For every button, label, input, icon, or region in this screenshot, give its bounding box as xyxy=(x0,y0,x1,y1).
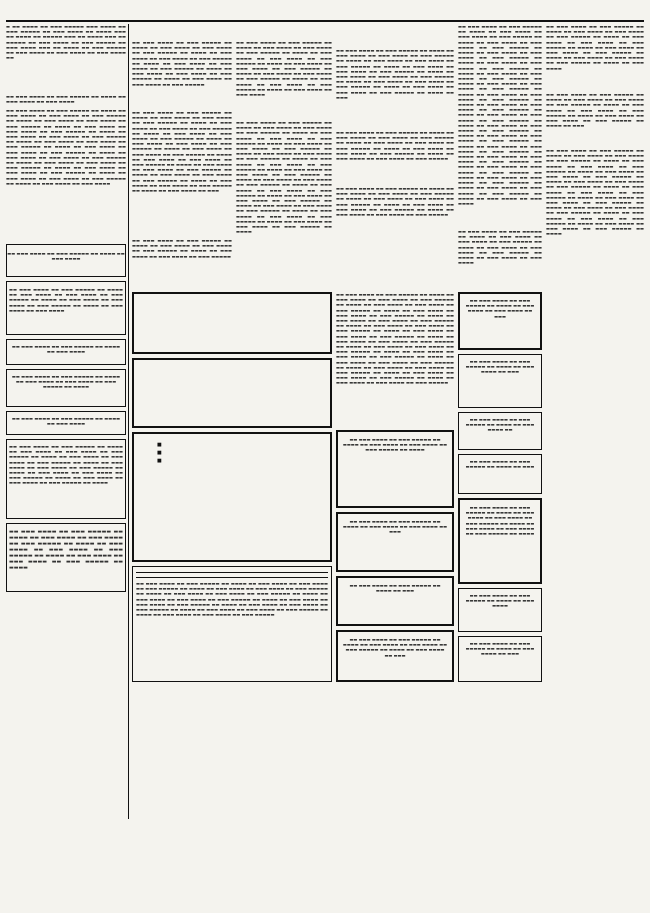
fine-print-block: ▬▬ ▬▬▬ ▬▬▬▬ ▬▬ ▬▬▬ ▬▬▬▬▬ ▬▬ ▬▬▬▬ ▬▬ ▬▬▬ ▬▬▬▬ ▬▬ ▬▬▬ ▬▬▬▬ ▬▬ ▬▬▬ ▬▬▬▬▬ ▬▬ ▬▬▬▬ ▬▬ ▬▬▬ ▬▬▬▬ ▬▬ ▬▬▬ ▬▬▬▬ ▬▬ ▬▬▬ ▬▬▬▬▬ ▬▬ ▬▬▬▬ ▬▬ ▬▬▬ ▬▬▬▬ ▬▬ ▬▬▬ ▬▬▬▬ ▬▬ ▬▬▬ ▬▬▬▬▬ ▬▬ ▬▬▬▬ ▬▬ ▬▬▬ ▬▬▬▬ ▬▬ ▬▬▬ ▬▬▬▬ ▬▬ ▬▬▬ ▬▬▬▬▬ ▬▬ ▬▬▬▬ ▬▬ ▬▬▬ ▬▬▬▬ ▬▬ ▬▬▬ ▬▬▬▬ ▬▬ ▬▬▬ ▬▬▬▬▬ ▬▬ ▬▬▬▬ ▬▬ ▬▬▬ ▬▬▬▬ ▬▬ ▬▬▬ ▬▬▬▬ ▬▬ ▬▬▬ ▬▬▬▬▬ ▬▬ ▬▬▬▬ ▬▬ ▬▬▬ ▬▬▬▬ ▬▬ ▬▬▬ ▬▬▬▬ ▬▬ ▬▬▬ ▬▬▬▬▬ ▬▬ ▬▬▬▬ ▬▬ ▬▬▬ ▬▬▬▬ ▬▬ ▬▬▬ ▬▬▬▬ ▬▬ ▬▬▬ ▬▬▬▬▬ ▬▬ ▬▬▬▬ ▬▬ ▬▬▬ ▬▬▬▬ ▬▬ ▬▬▬ ▬▬▬▬ ▬▬ ▬▬▬ ▬▬▬▬▬ ▬▬ ▬▬▬▬ ▬▬ ▬▬▬ ▬▬▬▬ ▬▬ ▬▬▬ ▬▬▬▬ ▬▬ ▬▬▬ ▬▬▬▬▬ ▬▬ ▬▬▬▬ ▬▬ ▬▬▬ ▬▬▬▬ ▬▬ ▬▬▬ ▬▬▬▬ xyxy=(6,108,126,186)
ad-senoritas-promotoras: ▬▬ ▬▬▬ ▬▬▬▬ ▬▬ ▬▬▬ ▬▬▬▬▬ ▬▬ ▬▬▬▬ ▬▬ ▬▬▬ ▬▬▬▬ ▬▬ ▬▬▬ ▬▬▬▬ ▬▬ ▬▬▬ ▬▬▬▬▬ ▬▬ ▬▬▬▬ ▬▬ ▬▬▬ ▬▬▬▬ ▬▬ ▬▬▬ ▬▬▬▬ ▬▬ ▬▬▬ ▬▬▬▬▬ ▬▬ ▬▬▬▬ ▬▬ ▬▬▬ ▬▬▬▬ ▬▬ ▬▬▬ ▬▬▬▬ ▬▬ ▬▬▬ ▬▬▬▬▬ ▬▬ ▬▬▬▬ ▬▬ ▬▬▬ ▬▬▬▬ ▬▬ ▬▬▬ ▬▬▬▬ ▬▬ ▬▬▬ ▬▬▬▬▬ ▬▬ ▬▬▬▬ ▬▬ ▬▬▬ ▬▬▬▬ ▬▬ ▬▬▬ ▬▬▬▬ ▬▬ ▬▬▬ ▬▬▬▬▬ ▬▬ ▬▬▬▬ ▬▬ ▬▬▬ ▬▬▬▬ ▬▬ ▬▬▬ ▬▬▬▬ ▬▬ ▬▬▬ ▬▬▬▬▬ ▬▬ ▬▬▬▬ ▬▬ ▬▬▬ ▬▬▬▬ ▬▬ ▬▬▬ ▬▬▬▬ ▬▬ ▬▬▬ ▬▬▬▬▬ ▬▬ ▬▬▬▬ ▬▬ ▬▬▬ ▬▬▬▬ ▬▬ ▬▬▬ ▬▬▬▬ ▬▬ ▬▬▬ ▬▬▬▬▬ xyxy=(132,566,332,682)
ad-pisos-subvencionados: ▬▬ ▬▬▬ ▬▬▬▬ ▬▬ ▬▬▬ ▬▬▬▬▬ ▬▬ ▬▬▬▬ ▬▬ ▬▬▬ ▬▬▬▬ ▬▬ ▬▬▬ ▬▬▬▬ ▬▬ ▬▬▬ ▬▬▬▬▬ ▬▬ ▬▬▬▬ ▬▬ ▬▬▬ ▬▬▬▬ ▬▬ ▬▬▬ ▬▬▬▬ ▬▬ ▬▬▬ ▬▬▬▬▬ ▬▬ ▬▬▬▬ ▬▬ ▬▬▬ ▬▬▬▬ ▬▬ ▬▬▬ ▬▬▬▬ xyxy=(6,281,126,335)
ad-oficial-electricista xyxy=(132,358,332,428)
column-2-classifieds: ▬▬ ▬▬▬ ▬▬▬▬ ▬▬ ▬▬▬ ▬▬▬▬▬ ▬▬ ▬▬▬▬ ▬▬ ▬▬▬ ▬▬▬▬ ▬▬ ▬▬▬ ▬▬▬▬ ▬▬ ▬▬▬ ▬▬▬▬▬ ▬▬ ▬▬▬▬ ▬▬ ▬▬▬ ▬▬▬▬ ▬▬ ▬▬▬ ▬▬▬▬ ▬▬ ▬▬▬ ▬▬▬▬▬ ▬▬ ▬▬▬▬ ▬▬ ▬▬▬ ▬▬▬▬ ▬▬ ▬▬▬ ▬▬▬▬ ▬▬ ▬▬▬ ▬▬▬▬▬ ▬▬ ▬▬▬▬ ▬▬ ▬▬▬ ▬▬▬▬ ▬▬ ▬▬▬ ▬▬▬▬ ▬▬ ▬▬▬ ▬▬▬▬▬ ▬▬ ▬▬▬▬ ▬▬ ▬▬▬ ▬▬▬▬ ▬▬ ▬▬▬ ▬▬▬▬ ▬▬ ▬▬▬ ▬▬▬▬▬ ▬▬ ▬▬▬ ▬▬▬▬ ▬▬ ▬▬▬ ▬▬▬▬▬ ▬▬ ▬▬▬▬ ▬▬ ▬▬▬ ▬▬▬▬ ▬▬ ▬▬▬ ▬▬▬▬ ▬▬ ▬▬▬ ▬▬▬▬▬ ▬▬ ▬▬▬▬ ▬▬ ▬▬▬ ▬▬▬▬ ▬▬ ▬▬▬ ▬▬▬▬ ▬▬ ▬▬▬ ▬▬▬▬▬ ▬▬ ▬▬▬▬ ▬▬ ▬▬▬ ▬▬▬▬ ▬▬ ▬▬▬ ▬▬▬▬ ▬▬ ▬▬▬ ▬▬▬▬▬ ▬▬ ▬▬▬▬ ▬▬ ▬▬▬ ▬▬▬▬ ▬▬ ▬▬▬ ▬▬▬▬ ▬▬ ▬▬▬ ▬▬▬▬▬ ▬▬ ▬▬▬▬ ▬▬ ▬▬▬ ▬▬▬▬ ▬▬ ▬▬▬ ▬▬▬▬ ▬▬ ▬▬▬ ▬▬▬▬▬ ▬▬ ▬▬▬▬ ▬▬ ▬▬▬ ▬▬▬▬ ▬▬ ▬▬▬ ▬▬▬▬ ▬▬ ▬▬▬ ▬▬▬▬▬ ▬▬ ▬▬▬▬ ▬▬ ▬▬▬ ▬▬▬▬ ▬▬ ▬▬▬ ▬▬▬▬ ▬▬ ▬▬▬ ▬▬▬▬▬ ▬▬ ▬▬▬▬ ▬▬ ▬▬▬ ▬▬▬▬ ▬▬ ▬▬▬ ▬▬▬▬ ▬▬ ▬▬▬ ▬▬▬▬▬ ▬▬ ▬▬▬▬ ▬▬ ▬▬▬ ▬▬▬▬ ▬▬ ▬▬▬ ▬▬▬▬ ▬▬ ▬▬▬ ▬▬▬▬▬ ▬▬ ▬▬▬▬ ▬▬ ▬▬▬ ▬▬▬▬ ▬▬ ▬▬▬ ▬▬ ▬▬▬ ▬▬▬▬ ▬▬ ▬▬▬ ▬▬▬▬▬ ▬▬ ▬▬▬▬ ▬▬ ▬▬▬ ▬▬▬▬ ▬▬ ▬▬▬ ▬▬▬▬ ▬▬ ▬▬▬ ▬▬▬▬▬ ▬▬ ▬▬▬▬ ▬▬ ▬▬▬ ▬▬▬▬ ▬▬ ▬▬▬ ▬▬▬▬ ▬▬ ▬▬▬ ▬▬▬▬▬ xyxy=(132,40,232,259)
ad-hombre-habilidoso: ▬▬ ▬▬▬ ▬▬▬▬ ▬▬ ▬▬▬ ▬▬▬▬▬ ▬▬ ▬▬▬▬ ▬▬ ▬▬▬ ▬▬▬▬ ▬▬ ▬▬▬ ▬▬▬▬ ▬▬ ▬▬▬ ▬▬▬▬▬ ▬▬ ▬▬▬▬ ▬▬ ▬▬▬ ▬▬▬▬ ▬▬ ▬▬▬ ▬▬▬▬ ▬▬ ▬▬▬ ▬▬▬▬▬ ▬▬ ▬▬▬▬ xyxy=(458,498,542,584)
ad-traspasa-meson: ▬▬ ▬▬▬ ▬▬▬▬ ▬▬ ▬▬▬ ▬▬▬▬▬ ▬▬ ▬▬▬▬ ▬▬ ▬▬▬ ▬▬▬▬ ▬▬ xyxy=(458,412,542,450)
ad-se-necesitan: ▬▬ ▬▬▬ ▬▬▬▬ ▬▬ ▬▬▬ ▬▬▬▬▬ ▬▬ ▬▬▬▬ ▬▬ ▬▬▬ ▬▬▬▬ ▬▬ ▬▬▬ ▬▬▬▬ ▬▬ ▬▬▬ ▬▬▬▬▬ ▬▬ ▬▬▬▬ xyxy=(6,369,126,407)
column-3-classifieds: ▬▬ ▬▬▬ ▬▬▬▬ ▬▬ ▬▬▬ ▬▬▬▬▬ ▬▬ ▬▬▬▬ ▬▬ ▬▬▬ ▬▬▬▬ ▬▬ ▬▬▬ ▬▬▬▬ ▬▬ ▬▬▬ ▬▬▬▬▬ ▬▬ ▬▬▬▬ ▬▬ ▬▬▬ ▬▬▬▬ ▬▬ ▬▬▬ ▬▬▬▬ ▬▬ ▬▬▬ ▬▬▬▬▬ ▬▬ ▬▬▬▬ ▬▬ ▬▬▬ ▬▬▬▬ ▬▬ ▬▬▬ ▬▬▬▬ ▬▬ ▬▬▬ ▬▬▬▬▬ ▬▬ ▬▬▬▬ ▬▬ ▬▬▬ ▬▬▬▬ ▬▬ ▬▬▬ ▬▬▬▬ ▬▬ ▬▬▬ ▬▬▬▬▬ ▬▬ ▬▬▬▬ ▬▬ ▬▬▬ ▬▬▬▬ ▬▬ ▬▬▬ ▬▬▬▬ ▬▬ ▬▬▬ ▬▬▬▬▬ ▬▬ ▬▬▬▬ ▬▬ ▬▬▬ ▬▬▬▬ ▬▬ ▬▬▬ ▬▬▬▬ ▬▬ ▬▬▬ ▬▬▬▬ ▬▬ ▬▬▬ ▬▬▬▬▬ ▬▬ ▬▬▬▬ ▬▬ ▬▬▬ ▬▬▬▬ ▬▬ ▬▬▬ ▬▬▬▬ ▬▬ ▬▬▬ ▬▬▬▬▬ ▬▬ ▬▬▬▬ ▬▬ ▬▬▬ ▬▬▬▬ ▬▬ ▬▬▬ ▬▬▬▬ ▬▬ ▬▬▬ ▬▬▬▬▬ ▬▬ ▬▬▬▬ ▬▬ ▬▬▬ ▬▬▬▬ ▬▬ ▬▬▬ ▬▬▬▬ ▬▬ ▬▬▬ ▬▬▬▬▬ ▬▬ ▬▬▬▬ ▬▬ ▬▬▬ ▬▬▬▬ ▬▬ ▬▬▬ ▬▬▬▬ ▬▬ ▬▬▬ ▬▬▬▬▬ ▬▬ ▬▬▬▬ ▬▬ ▬▬▬ ▬▬▬▬ ▬▬ ▬▬▬ ▬▬▬▬ ▬▬ ▬▬▬ ▬▬▬▬▬ ▬▬ ▬▬▬▬ ▬▬ ▬▬▬ ▬▬▬▬ ▬▬ ▬▬▬ ▬▬▬▬ ▬▬ ▬▬▬ ▬▬▬▬▬ ▬▬ ▬▬▬▬ ▬▬ ▬▬▬ ▬▬▬▬ ▬▬ ▬▬▬ ▬▬▬▬ ▬▬ ▬▬▬ ▬▬▬▬▬ ▬▬ ▬▬▬▬ ▬▬ ▬▬▬ ▬▬▬▬ ▬▬ ▬▬▬ ▬▬▬▬ ▬▬ ▬▬▬ ▬▬▬▬▬ ▬▬ ▬▬▬▬ ▬▬ ▬▬▬ ▬▬▬▬ ▬▬ ▬▬▬ ▬▬▬▬ ▬▬ ▬▬▬ ▬▬▬▬▬ ▬▬ ▬▬▬▬ ▬▬ ▬▬▬ ▬▬▬▬ ▬▬ ▬▬▬ ▬▬▬▬ ▬▬ ▬▬▬ ▬▬▬▬▬ ▬▬ ▬▬▬▬ ▬▬ ▬▬▬ ▬▬▬▬ ▬▬ ▬▬▬ ▬▬▬▬ ▬▬ ▬▬▬ ▬▬▬▬▬ ▬▬ ▬▬▬▬ ▬▬ ▬▬▬ ▬▬▬▬ ▬▬ ▬▬▬ ▬▬▬▬ ▬▬ ▬▬▬ ▬▬▬▬▬ ▬▬ ▬▬▬▬ xyxy=(236,40,332,235)
ad-piso-centrico: ▬▬ ▬▬▬ ▬▬▬▬ ▬▬ ▬▬▬ ▬▬▬▬▬ ▬▬ ▬▬▬▬ ▬▬ ▬▬▬ ▬▬▬▬ ▬▬ ▬▬▬ ▬▬▬▬ ▬▬ ▬▬▬ ▬▬▬▬▬ ▬▬ ▬▬▬▬ xyxy=(336,430,454,508)
column-6-classifieds: ▬▬ ▬▬▬ ▬▬▬▬ ▬▬ ▬▬▬ ▬▬▬▬▬ ▬▬ ▬▬▬▬ ▬▬ ▬▬▬ ▬▬▬▬ ▬▬ ▬▬▬ ▬▬▬▬ ▬▬ ▬▬▬ ▬▬▬▬▬ ▬▬ ▬▬▬▬ ▬▬ ▬▬▬ ▬▬▬▬ ▬▬ ▬▬▬ ▬▬▬▬ ▬▬ ▬▬▬ ▬▬▬▬▬ ▬▬ ▬▬▬▬ ▬▬ ▬▬▬ ▬▬▬▬ ▬▬ ▬▬▬ ▬▬▬▬ ▬▬ ▬▬▬ ▬▬▬▬▬ ▬▬ ▬▬▬▬ ▬▬ ▬▬▬ ▬▬▬▬ ▬▬ ▬▬▬ ▬▬▬▬ ▬▬ ▬▬▬ ▬▬▬▬▬ ▬▬ ▬▬▬▬ ▬▬ ▬▬▬ ▬▬▬▬ ▬▬ ▬▬▬ ▬▬▬▬ ▬▬ ▬▬▬ ▬▬▬▬▬ ▬▬ ▬▬▬▬ ▬▬ ▬▬▬ ▬▬▬▬ ▬▬ ▬▬▬ ▬▬▬▬ ▬▬ ▬▬▬ ▬▬▬▬▬ ▬▬ ▬▬▬▬ ▬▬ ▬▬▬ ▬▬▬▬ ▬▬ ▬▬▬ ▬▬▬▬ ▬▬ ▬▬▬ ▬▬▬▬▬ ▬▬ ▬▬▬▬ ▬▬ ▬▬▬ ▬▬▬▬ ▬▬ ▬▬▬ ▬▬▬▬ ▬▬ ▬▬▬ ▬▬▬▬▬ ▬▬ ▬▬▬▬ ▬▬ ▬▬▬ ▬▬ ▬▬▬ ▬▬▬▬ ▬▬ ▬▬▬ ▬▬▬▬▬ ▬▬ ▬▬▬▬ ▬▬ ▬▬▬ ▬▬▬▬ ▬▬ ▬▬▬ ▬▬▬▬ ▬▬ ▬▬▬ ▬▬▬▬▬ ▬▬ ▬▬▬▬ ▬▬ ▬▬▬ ▬▬▬▬ ▬▬ ▬▬▬ ▬▬▬▬ ▬▬ ▬▬▬ ▬▬▬▬▬ ▬▬ ▬▬▬▬ ▬▬ ▬▬▬ ▬▬▬▬ ▬▬ ▬▬▬ ▬▬▬▬ ▬▬ ▬▬▬ ▬▬▬▬▬ ▬▬ ▬▬▬▬ ▬▬ ▬▬▬ ▬▬▬▬ ▬▬ ▬▬▬ ▬▬▬▬ ▬▬ ▬▬▬ ▬▬▬▬▬ ▬▬ ▬▬▬▬ ▬▬ ▬▬▬ ▬▬▬▬ ▬▬ ▬▬▬ ▬▬▬▬ ▬▬ ▬▬▬ ▬▬▬▬▬ ▬▬ ▬▬▬▬ ▬▬ ▬▬▬ ▬▬▬▬ ▬▬ ▬▬▬ ▬▬▬▬ ▬▬ ▬▬▬ ▬▬▬▬▬ ▬▬ ▬▬▬▬ ▬▬ ▬▬▬ ▬▬▬▬ ▬▬ ▬▬▬ ▬▬▬▬ ▬▬ ▬▬▬ ▬▬▬▬▬ ▬▬ ▬▬▬▬ ▬▬ ▬▬▬ ▬▬▬▬ ▬▬ ▬▬▬ ▬▬▬▬ ▬▬ ▬▬▬ ▬▬▬▬▬ ▬▬ ▬▬▬▬ ▬▬ ▬▬▬ ▬▬▬▬ ▬▬ ▬▬▬ ▬▬▬▬ ▬▬ ▬▬▬ ▬▬▬▬▬ ▬▬ ▬▬▬▬ xyxy=(546,24,644,237)
fine-print-block: ▬▬ ▬▬▬ ▬▬▬▬ ▬▬ ▬▬▬ ▬▬▬▬▬ ▬▬ ▬▬▬▬ ▬▬ ▬▬▬ ▬▬▬▬ ▬▬ ▬▬▬ ▬▬▬▬ xyxy=(6,94,126,105)
fine-print-block: ▬ ▬▬ ▬▬▬▬ ▬▬ ▬▬▬ ▬▬▬▬▬ ▬▬▬ ▬▬▬▬ ▬▬ ▬▬▬ ▬▬▬▬▬ ▬▬ ▬▬▬ ▬▬▬▬ ▬▬ ▬▬▬▬ ▬▬▬ ▬▬ ▬▬▬▬ ▬▬ ▬▬▬▬▬ ▬▬▬ ▬▬ ▬▬▬▬ ▬▬▬ ▬▬ ▬▬▬▬▬ ▬▬ ▬▬▬ ▬▬▬▬ ▬▬ ▬▬▬ ▬▬▬▬▬ ▬▬ ▬▬▬ ▬▬▬▬ ▬▬▬ ▬▬ ▬▬▬▬ ▬▬ ▬▬▬ ▬▬▬▬▬ ▬▬ ▬▬▬ ▬▬▬▬ ▬▬ ▬▬▬ ▬▬▬▬ ▬▬ ▬▬▬ ▬▬▬▬ ▬▬ xyxy=(6,24,126,61)
column-divider xyxy=(128,24,129,819)
ad-se-traspasa: ▬▬ ▬▬▬ ▬▬▬▬ ▬▬ ▬▬▬ ▬▬▬▬▬ ▬▬ ▬▬▬▬ ▬▬ ▬▬▬ ▬▬▬▬ ▬▬ ▬▬▬ xyxy=(458,636,542,682)
header-rule xyxy=(6,20,644,22)
column-4-mid: ▬▬ ▬▬▬ ▬▬▬▬ ▬▬ ▬▬▬ ▬▬▬▬▬ ▬▬ ▬▬▬▬ ▬▬ ▬▬▬ ▬▬▬▬ ▬▬ ▬▬▬ ▬▬▬▬ ▬▬ ▬▬▬ ▬▬▬▬▬ ▬▬ ▬▬▬▬ ▬▬ ▬▬▬ ▬▬▬▬ ▬▬ ▬▬▬ ▬▬▬▬ ▬▬ ▬▬▬ ▬▬▬▬▬ ▬▬ ▬▬▬▬ ▬▬ ▬▬▬ ▬▬▬▬ ▬▬ ▬▬▬ ▬▬▬▬ ▬▬ ▬▬▬ ▬▬▬▬▬ ▬▬ ▬▬▬▬ ▬▬ ▬▬▬ ▬▬▬▬ ▬▬ ▬▬▬ ▬▬▬▬ ▬▬ ▬▬▬ ▬▬▬▬▬ ▬▬ ▬▬▬▬ ▬▬ ▬▬▬ ▬▬▬▬ ▬▬ ▬▬▬ ▬▬▬▬ ▬▬ ▬▬▬ ▬▬▬▬▬ ▬▬ ▬▬▬▬ ▬▬ ▬▬▬ ▬▬▬▬ ▬▬ ▬▬▬ ▬▬▬▬ ▬▬ ▬▬▬ ▬▬▬▬▬ ▬▬ ▬▬▬▬ ▬▬ ▬▬▬ ▬▬▬▬ ▬▬ ▬▬▬ ▬▬▬▬ ▬▬ ▬▬▬ ▬▬▬▬▬ ▬▬ ▬▬▬▬ ▬▬ ▬▬▬ ▬▬▬▬ ▬▬ ▬▬▬ ▬▬▬▬ ▬▬ ▬▬▬ ▬▬▬▬▬ ▬▬ ▬▬▬▬ ▬▬ ▬▬▬ ▬▬▬▬ ▬▬ ▬▬▬ ▬▬▬▬ ▬▬ ▬▬▬ ▬▬▬▬▬ ▬▬ ▬▬▬▬ ▬▬ ▬▬▬ ▬▬▬▬ ▬▬ ▬▬▬ ▬▬▬▬ ▬▬ ▬▬▬ ▬▬▬▬▬ ▬▬ ▬▬▬▬ ▬▬ ▬▬▬ ▬▬▬▬ ▬▬ ▬▬▬ ▬▬▬▬ ▬▬ ▬▬▬ ▬▬▬▬▬ ▬▬ ▬▬▬▬ ▬▬ ▬▬▬ ▬▬▬▬ ▬▬ ▬▬▬ ▬▬▬▬ ▬▬ ▬▬▬ ▬▬▬▬▬ ▬▬ ▬▬▬▬ ▬▬ ▬▬▬ ▬▬▬▬ ▬▬ ▬▬▬ ▬▬▬▬ ▬▬ ▬▬▬ ▬▬▬▬▬ xyxy=(336,292,454,386)
ad-cafeteria-risko: ▬▬ ▬▬▬ ▬▬▬▬ ▬▬ ▬▬▬ ▬▬▬▬▬ ▬▬ ▬▬▬▬ ▬▬ ▬▬▬ ▬▬▬▬ xyxy=(6,339,126,365)
locales-bullet-1: ■ xyxy=(157,442,162,448)
ad-savisa: ▬▬ ▬▬▬ ▬▬▬▬ ▬▬ ▬▬▬ ▬▬▬▬▬ ▬▬ ▬▬▬▬ ▬▬ ▬▬▬ xyxy=(458,454,542,494)
locales-bullet-3: ■ xyxy=(157,458,162,464)
ad-academia: ▬▬ ▬▬▬ ▬▬▬▬ ▬▬ ▬▬▬ ▬▬▬▬▬ ▬▬ ▬▬▬▬ ▬▬ ▬▬▬ ▬▬▬▬ ▬▬ ▬▬▬ ▬▬▬▬ ▬▬ ▬▬▬ ▬▬▬▬▬ ▬▬ ▬▬▬▬ ▬▬ ▬▬▬ ▬▬▬▬ ▬▬ ▬▬▬ ▬▬▬▬ ▬▬ ▬▬▬ ▬▬▬▬▬ ▬▬ ▬▬▬▬ ▬▬ ▬▬▬ ▬▬▬▬ ▬▬ ▬▬▬ ▬▬▬▬ ▬▬ ▬▬▬ ▬▬▬▬▬ ▬▬ ▬▬▬▬ xyxy=(6,523,126,592)
ad-taquimecanografa: ▬▬ ▬▬▬ ▬▬▬▬ ▬▬ ▬▬▬ ▬▬▬▬▬ ▬▬ ▬▬▬▬ ▬▬ ▬▬▬ ▬▬▬▬ ▬▬ ▬▬▬ ▬▬▬▬ ▬▬ ▬▬▬ ▬▬▬▬▬ ▬▬ ▬▬▬▬ ▬▬ ▬▬▬ ▬▬▬▬ ▬▬ ▬▬▬ xyxy=(336,630,454,682)
ad-chica-fija: ▬▬ ▬▬▬ ▬▬▬▬ ▬▬ ▬▬▬ ▬▬▬▬▬ ▬▬ ▬▬▬▬ ▬▬ ▬▬▬ xyxy=(336,576,454,626)
column-5-classifieds: ▬▬ ▬▬▬ ▬▬▬▬ ▬▬ ▬▬▬ ▬▬▬▬▬ ▬▬ ▬▬▬▬ ▬▬ ▬▬▬ ▬▬▬▬ ▬▬ ▬▬▬ ▬▬▬▬ ▬▬ ▬▬▬ ▬▬▬▬▬ ▬▬ ▬▬▬▬ ▬▬ ▬▬▬ ▬▬▬▬ ▬▬ ▬▬▬ ▬▬▬▬ ▬▬ ▬▬▬ ▬▬▬▬▬ ▬▬ ▬▬▬▬ ▬▬ ▬▬▬ ▬▬▬▬ ▬▬ ▬▬▬ ▬▬▬▬ ▬▬ ▬▬▬ ▬▬▬▬▬ ▬▬ ▬▬▬▬ ▬▬ ▬▬▬ ▬▬▬▬ ▬▬ ▬▬▬ ▬▬▬▬ ▬▬ ▬▬▬ ▬▬▬▬▬ ▬▬ ▬▬▬▬ ▬▬ ▬▬▬ ▬▬▬▬ ▬▬ ▬▬▬ ▬▬▬▬ ▬▬ ▬▬▬ ▬▬▬▬▬ ▬▬ ▬▬▬▬ ▬▬ ▬▬▬ ▬▬▬▬ ▬▬ ▬▬▬ ▬▬▬▬ ▬▬ ▬▬▬ ▬▬▬▬▬ ▬▬ ▬▬▬▬ ▬▬ ▬▬▬ ▬▬▬▬ ▬▬ ▬▬▬ ▬▬▬▬ ▬▬ ▬▬▬ ▬▬▬▬▬ ▬▬ ▬▬▬▬ ▬▬ ▬▬▬ ▬▬▬▬ ▬▬ ▬▬▬ ▬▬▬▬ ▬▬ ▬▬▬ ▬▬▬▬▬ ▬▬ ▬▬▬▬ ▬▬ ▬▬▬ ▬▬▬▬ ▬▬ ▬▬▬ ▬▬▬▬ ▬▬ ▬▬▬ ▬▬▬▬▬ ▬▬ ▬▬▬▬ ▬▬ ▬▬▬ ▬▬▬▬ ▬▬ ▬▬▬ ▬▬▬▬ ▬▬ ▬▬▬ ▬▬▬▬▬ ▬▬ ▬▬▬▬ ▬▬ ▬▬▬ ▬▬▬▬ ▬▬ ▬▬▬ ▬▬▬▬ ▬▬ ▬▬▬ ▬▬▬▬▬ ▬▬ ▬▬▬▬ ▬▬ ▬▬▬ ▬▬▬▬ ▬▬ ▬▬▬ ▬▬▬▬ ▬▬ ▬▬▬ ▬▬▬▬▬ ▬▬ ▬▬▬▬ ▬▬ ▬▬▬ ▬▬▬▬ ▬▬ ▬▬▬ ▬▬▬▬ ▬▬ ▬▬▬ ▬▬▬▬▬ ▬▬ ▬▬▬▬ ▬▬ ▬▬▬ ▬▬▬▬ ▬▬ ▬▬▬ ▬▬▬▬ ▬▬ ▬▬▬ ▬▬▬▬▬ ▬▬ ▬▬▬▬ ▬▬ ▬▬▬ ▬▬▬▬ ▬▬ ▬▬▬ ▬▬▬▬ ▬▬ ▬▬▬ ▬▬▬▬▬ ▬▬ ▬▬▬▬ ▬▬ ▬▬▬ ▬▬▬▬ ▬▬ ▬▬▬ ▬▬▬▬ ▬▬ ▬▬▬ ▬▬▬▬▬ ▬▬ ▬▬▬▬ ▬▬ ▬▬▬ ▬▬▬▬ ▬▬ ▬▬▬ ▬▬▬▬ ▬▬ ▬▬▬ ▬▬▬▬ ▬▬ ▬▬▬ ▬▬▬▬▬ ▬▬ ▬▬▬▬ ▬▬ ▬▬▬ ▬▬▬▬ ▬▬ ▬▬▬ ▬▬▬▬ ▬▬ ▬▬▬ ▬▬▬▬▬ ▬▬ ▬▬▬▬ ▬▬ ▬▬▬ ▬▬▬▬ ▬▬ ▬▬▬ ▬▬▬▬ ▬▬ ▬▬▬ ▬▬▬▬▬ ▬▬ ▬▬▬▬ ▬▬ ▬▬▬ ▬▬▬▬ ▬▬ ▬▬▬ ▬▬▬▬ xyxy=(458,24,542,266)
ad-senora: ▬▬ ▬▬▬ ▬▬▬▬ ▬▬ ▬▬▬ ▬▬▬▬▬ ▬▬ ▬▬▬▬ ▬▬ ▬▬▬ ▬▬▬▬ ▬▬ ▬▬▬ ▬▬▬▬ ▬▬ ▬▬▬ ▬▬▬▬▬ ▬▬ ▬▬▬▬ ▬▬ ▬▬▬ ▬▬▬▬ ▬▬ ▬▬▬ ▬▬▬▬ ▬▬ ▬▬▬ ▬▬▬▬▬ ▬▬ ▬▬▬▬ ▬▬ ▬▬▬ ▬▬▬▬ ▬▬ ▬▬▬ ▬▬▬▬ ▬▬ ▬▬▬ ▬▬▬▬▬ ▬▬ ▬▬▬▬ ▬▬ ▬▬▬ ▬▬▬▬ ▬▬ ▬▬▬ ▬▬▬▬ ▬▬ ▬▬▬ ▬▬▬▬▬ ▬▬ ▬▬▬▬ ▬▬ ▬▬▬ ▬▬▬▬ ▬▬ ▬▬▬ ▬▬▬▬ ▬▬ ▬▬▬ ▬▬▬▬▬ ▬▬ ▬▬▬▬ xyxy=(6,439,126,519)
column-1 xyxy=(6,24,126,819)
ad-chalet: ▬▬ ▬▬▬ ▬▬▬▬ ▬▬ ▬▬▬ ▬▬▬▬▬ ▬▬ ▬▬▬▬ ▬▬ ▬▬▬ ▬▬▬▬ ▬▬ ▬▬▬ ▬▬▬▬ ▬▬ ▬▬▬ xyxy=(336,512,454,572)
ad-fabrica-materiales: ▬▬ ▬▬▬ ▬▬▬▬ ▬▬ ▬▬▬ ▬▬▬▬▬ ▬▬ ▬▬▬▬ ▬▬ ▬▬▬ ▬▬▬▬ xyxy=(458,588,542,632)
ad-locales-comerciales xyxy=(132,432,332,562)
ad-personal-barra: ▬▬ ▬▬▬ ▬▬▬▬ ▬▬ ▬▬▬ ▬▬▬▬▬ ▬▬ ▬▬▬▬ ▬▬ ▬▬▬ ▬▬▬▬ xyxy=(6,244,126,277)
ad-peones: ▬▬ ▬▬▬ ▬▬▬▬ ▬▬ ▬▬▬ ▬▬▬▬▬ ▬▬ ▬▬▬▬ ▬▬ ▬▬▬ ▬▬▬▬ ▬▬ ▬▬▬ xyxy=(458,354,542,408)
column-4-classifieds: ▬▬ ▬▬▬ ▬▬▬▬ ▬▬ ▬▬▬ ▬▬▬▬▬ ▬▬ ▬▬▬▬ ▬▬ ▬▬▬ ▬▬▬▬ ▬▬ ▬▬▬ ▬▬▬▬ ▬▬ ▬▬▬ ▬▬▬▬▬ ▬▬ ▬▬▬▬ ▬▬ ▬▬▬ ▬▬▬▬ ▬▬ ▬▬▬ ▬▬▬▬ ▬▬ ▬▬▬ ▬▬▬▬▬ ▬▬ ▬▬▬▬ ▬▬ ▬▬▬ ▬▬▬▬ ▬▬ ▬▬▬ ▬▬▬▬ ▬▬ ▬▬▬ ▬▬▬▬▬ ▬▬ ▬▬▬▬ ▬▬ ▬▬▬ ▬▬▬▬ ▬▬ ▬▬▬ ▬▬▬▬ ▬▬ ▬▬▬ ▬▬▬▬▬ ▬▬ ▬▬▬▬ ▬▬ ▬▬▬ ▬▬▬▬ ▬▬ ▬▬▬ ▬▬▬▬ ▬▬ ▬▬▬ ▬▬▬▬▬ ▬▬ ▬▬▬▬ ▬▬ ▬▬▬ ▬▬▬▬ ▬▬ ▬▬▬ ▬▬▬▬ ▬▬ ▬▬▬ ▬▬▬▬▬ ▬▬ ▬▬▬▬ ▬▬ ▬▬▬ ▬▬ ▬▬▬ ▬▬▬▬ ▬▬ ▬▬▬ ▬▬▬▬▬ ▬▬ ▬▬▬▬ ▬▬ ▬▬▬ ▬▬▬▬ ▬▬ ▬▬▬ ▬▬▬▬ ▬▬ ▬▬▬ ▬▬▬▬▬ ▬▬ ▬▬▬▬ ▬▬ ▬▬▬ ▬▬▬▬ ▬▬ ▬▬▬ ▬▬▬▬ ▬▬ ▬▬▬ ▬▬▬▬▬ ▬▬ ▬▬▬▬ ▬▬ ▬▬▬ ▬▬▬▬ ▬▬ ▬▬▬ ▬▬▬▬ ▬▬ ▬▬▬ ▬▬▬▬▬ ▬▬ ▬▬▬▬ ▬▬ ▬▬▬ ▬▬▬▬ ▬▬ ▬▬▬ ▬▬▬▬ ▬▬ ▬▬▬ ▬▬▬▬▬ ▬▬ ▬▬▬ ▬▬▬▬ ▬▬ ▬▬▬ ▬▬▬▬▬ ▬▬ ▬▬▬▬ ▬▬ ▬▬▬ ▬▬▬▬ ▬▬ ▬▬▬ ▬▬▬▬ ▬▬ ▬▬▬ ▬▬▬▬▬ ▬▬ ▬▬▬▬ ▬▬ ▬▬▬ ▬▬▬▬ ▬▬ ▬▬▬ ▬▬▬▬ ▬▬ ▬▬▬ ▬▬▬▬▬ ▬▬ ▬▬▬▬ ▬▬ ▬▬▬ ▬▬▬▬ ▬▬ ▬▬▬ ▬▬▬▬ ▬▬ ▬▬▬ ▬▬▬▬▬ ▬▬ ▬▬▬▬ ▬▬ ▬▬▬ ▬▬▬▬ ▬▬ ▬▬▬ ▬▬▬▬ ▬▬ ▬▬▬ ▬▬▬▬▬ xyxy=(336,48,454,218)
ad-vendo-colchones: ▬▬ ▬▬▬ ▬▬▬▬ ▬▬ ▬▬▬ ▬▬▬▬▬ ▬▬ ▬▬▬▬ ▬▬ ▬▬▬ ▬▬▬▬ xyxy=(6,411,126,435)
ad-arriendo-oficina: ▬▬ ▬▬▬ ▬▬▬▬ ▬▬ ▬▬▬ ▬▬▬▬▬ ▬▬ ▬▬▬▬ ▬▬ ▬▬▬ ▬▬▬▬ ▬▬ ▬▬▬ ▬▬▬▬ ▬▬ ▬▬▬ xyxy=(458,292,542,350)
locales-bullet-2: ■ xyxy=(157,450,162,456)
ad-importante-empresa xyxy=(132,292,332,354)
